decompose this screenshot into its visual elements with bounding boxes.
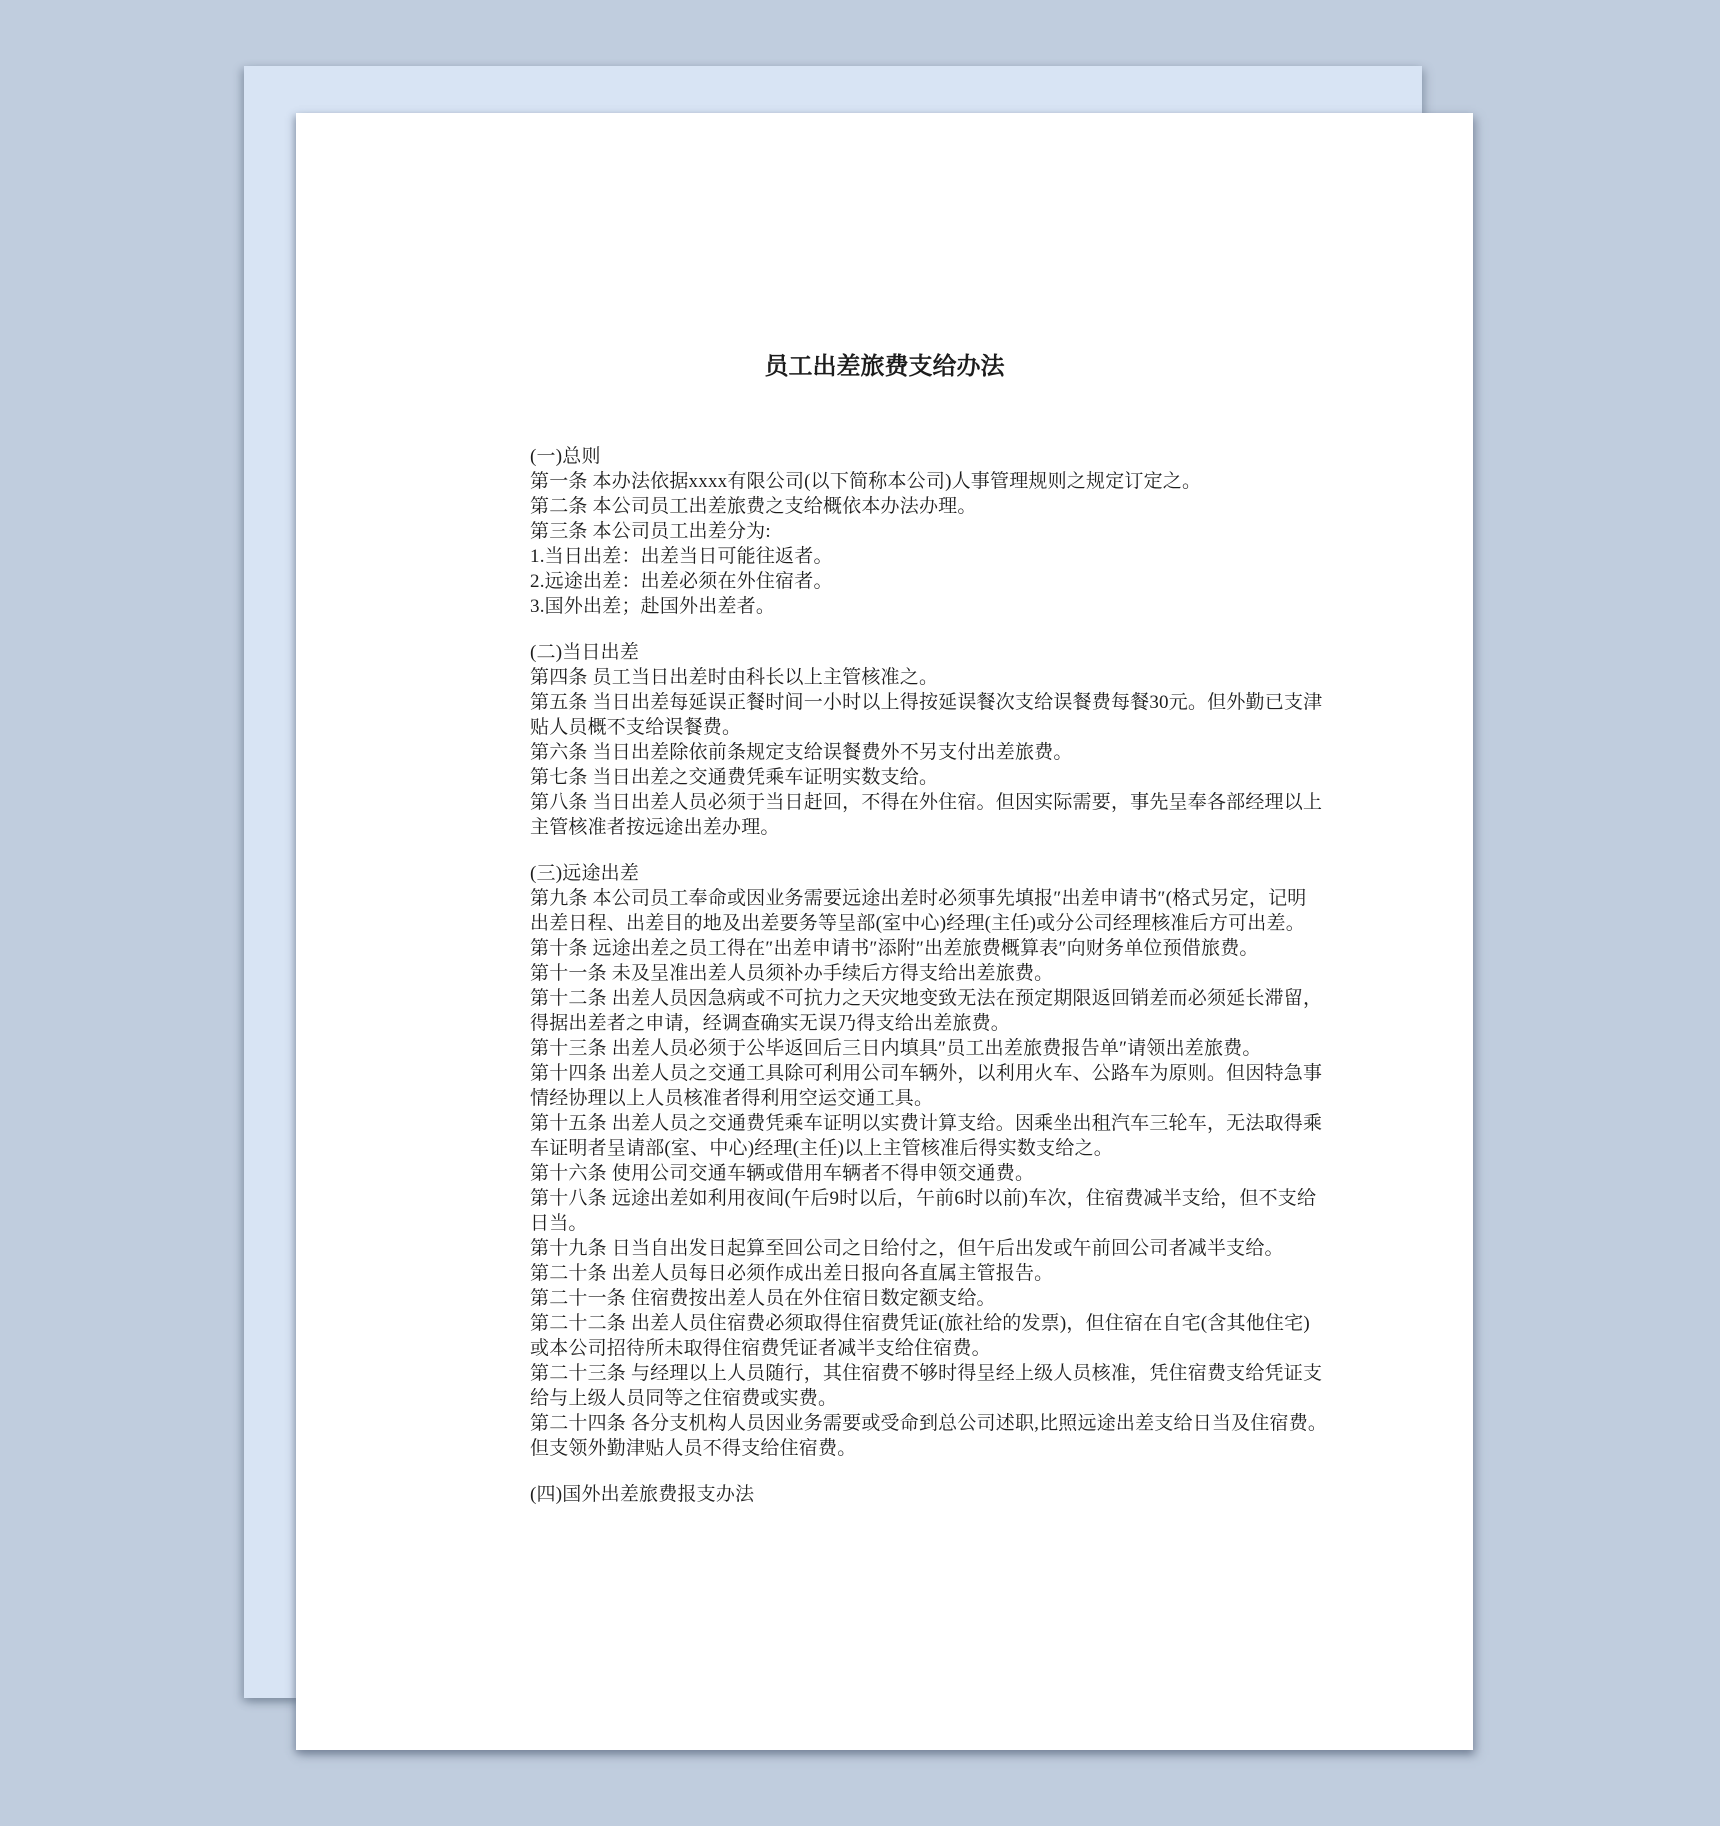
doc-line: 第五条 当日出差每延误正餐时间一小时以上得按延误餐次支给误餐费每餐30元。但外勤已支津 bbox=[530, 692, 1323, 713]
doc-line: 第六条 当日出差除依前条规定支给误餐费外不另支付出差旅费。 bbox=[530, 742, 1073, 763]
doc-line: 第十一条 未及呈准出差人员须补办手续后方得支给出差旅费。 bbox=[530, 963, 1054, 984]
doc-line: 第三条 本公司员工出差分为: bbox=[530, 521, 771, 542]
doc-line: 第二十条 出差人员每日必须作成出差日报向各直属主管报告。 bbox=[530, 1263, 1054, 1284]
section-heading: (一)总则 bbox=[530, 446, 601, 467]
doc-line: 第二十二条 出差人员住宿费必须取得住宿费凭证(旅社给的发票)，但住宿在自宅(含其他住宅) bbox=[530, 1313, 1310, 1334]
doc-section-1 bbox=[530, 444, 1290, 619]
doc-line: 第九条 本公司员工奉命或因业务需要远途出差时必须事先填报″出差申请书″(格式另定，记明 bbox=[530, 888, 1307, 909]
doc-line: 第十三条 出差人员必须于公毕返回后三日内填具″员工出差旅费报告单″请领出差旅费。 bbox=[530, 1038, 1262, 1059]
doc-line: 第十五条 出差人员之交通费凭乘车证明以实费计算支给。因乘坐出租汽车三轮车，无法取得乘 bbox=[530, 1113, 1323, 1134]
doc-line: 第十二条 出差人员因急病或不可抗力之天灾地变致无法在预定期限返回销差而必须延长滞留， bbox=[530, 988, 1323, 1009]
doc-line: 第七条 当日出差之交通费凭乘车证明实数支给。 bbox=[530, 767, 939, 788]
doc-line: 第十六条 使用公司交通车辆或借用车辆者不得申领交通费。 bbox=[530, 1163, 1035, 1184]
doc-line: 第十八条 远途出差如利用夜间(午后9时以后，午前6时以前)车次，住宿费减半支给，但不支给 bbox=[530, 1188, 1317, 1209]
doc-line: 第十四条 出差人员之交通工具除可利用公司车辆外，以利用火车、公路车为原则。但因特急事 bbox=[530, 1063, 1323, 1084]
doc-line: 第一条 本办法依据xxxx有限公司(以下简称本公司)人事管理规则之规定订定之。 bbox=[530, 471, 1202, 492]
doc-line: 第四条 员工当日出差时由科长以上主管核准之。 bbox=[530, 667, 939, 688]
doc-line: 出差日程、出差目的地及出差要务等呈部(室中心)经理(主任)或分公司经理核准后方可出差。 bbox=[530, 913, 1305, 934]
doc-section-2 bbox=[530, 640, 1323, 840]
doc-line: 第二条 本公司员工出差旅费之支给概依本办法办理。 bbox=[530, 496, 977, 517]
doc-section-3 bbox=[530, 861, 1328, 1461]
doc-line: 1.当日出差：出差当日可能往返者。 bbox=[530, 546, 833, 567]
doc-line: 得据出差者之申请，经调查确实无误乃得支给出差旅费。 bbox=[530, 1013, 1011, 1034]
doc-line: 第二十三条 与经理以上人员随行，其住宿费不够时得呈经上级人员核准，凭住宿费支给凭证支 bbox=[530, 1363, 1323, 1384]
document-body bbox=[296, 444, 1328, 1507]
section-heading: (二)当日出差 bbox=[530, 642, 640, 663]
section-heading: (四)国外出差旅费报支办法 bbox=[530, 1484, 755, 1505]
doc-line: 情经协理以上人员核准者得利用空运交通工具。 bbox=[530, 1088, 934, 1109]
doc-line: 或本公司招待所未取得住宿费凭证者减半支给住宿费。 bbox=[530, 1338, 991, 1359]
doc-section-4 bbox=[530, 1482, 1290, 1507]
doc-line: 贴人员概不支给误餐费。 bbox=[530, 717, 742, 738]
document-page bbox=[296, 113, 1473, 1750]
doc-line: 第十九条 日当自出发日起算至回公司之日给付之，但午后出发或午前回公司者减半支给。 bbox=[530, 1238, 1284, 1259]
doc-line: 第十条 远途出差之员工得在″出差申请书″添附″出差旅费概算表″向财务单位预借旅费。 bbox=[530, 938, 1259, 959]
doc-line: 日当。 bbox=[530, 1213, 588, 1234]
doc-line: 但支领外勤津贴人员不得支给住宿费。 bbox=[530, 1438, 857, 1459]
doc-line: 2.远途出差：出差必须在外住宿者。 bbox=[530, 571, 833, 592]
doc-line: 第二十四条 各分支机构人员因业务需要或受命到总公司述职,比照远途出差支给日当及住宿费。 bbox=[530, 1413, 1328, 1434]
document-title: 员工出差旅费支给办法 bbox=[764, 353, 1005, 380]
doc-line: 第八条 当日出差人员必须于当日赶回，不得在外住宿。但因实际需要，事先呈奉各部经理以上 bbox=[530, 792, 1323, 813]
section-heading: (三)远途出差 bbox=[530, 863, 640, 884]
doc-line: 车证明者呈请部(室、中心)经理(主任)以上主管核准后得实数支给之。 bbox=[530, 1138, 1113, 1159]
doc-line: 主管核准者按远途出差办理。 bbox=[530, 817, 780, 838]
doc-line: 给与上级人员同等之住宿费或实费。 bbox=[530, 1388, 838, 1409]
doc-line: 3.国外出差；赴国外出差者。 bbox=[530, 596, 776, 617]
doc-line: 第二十一条 住宿费按出差人员在外住宿日数定额支给。 bbox=[530, 1288, 996, 1309]
